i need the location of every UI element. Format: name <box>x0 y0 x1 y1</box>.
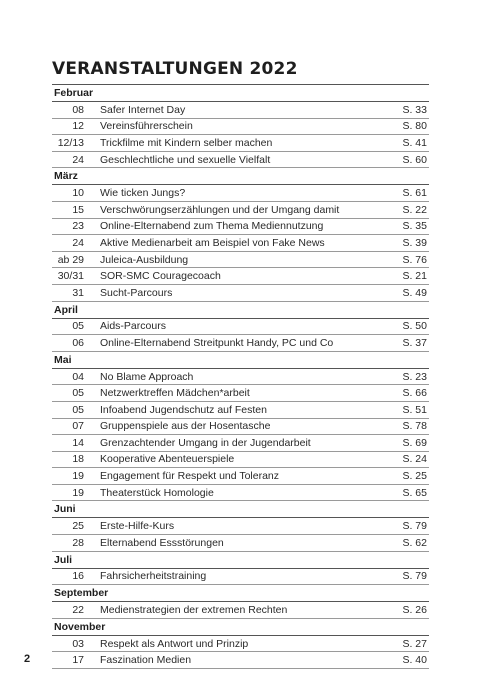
event-title: Netzwerktreffen Mädchen*arbeit <box>100 387 250 400</box>
event-row <box>52 185 429 202</box>
event-title: Aktive Medienarbeit am Beispiel von Fake News <box>100 236 325 249</box>
event-row <box>52 402 429 419</box>
event-page-ref: S. 21 <box>402 270 427 283</box>
event-row <box>52 419 429 436</box>
event-page-ref: S. 61 <box>402 187 427 200</box>
event-page-ref: S. 25 <box>402 470 427 483</box>
event-title: Juleica-Ausbildung <box>100 253 189 266</box>
event-title: SOR-SMC Couragecoach <box>100 270 221 283</box>
event-date: 28 <box>72 536 84 549</box>
event-date: 03 <box>72 637 84 650</box>
events-schedule <box>52 84 429 669</box>
event-page-ref: S. 76 <box>402 253 427 266</box>
event-title: Medienstrategien der extremen Rechten <box>100 604 288 617</box>
event-date: 22 <box>72 604 84 617</box>
event-page-ref: S. 40 <box>402 654 427 667</box>
event-title: Wie ticken Jungs? <box>100 187 186 200</box>
event-row <box>52 135 429 152</box>
event-title: No Blame Approach <box>100 370 194 383</box>
event-page-ref: S. 49 <box>402 286 427 299</box>
event-page-ref: S. 26 <box>402 604 427 617</box>
page-number: 2 <box>24 653 31 665</box>
event-date: 31 <box>72 286 84 299</box>
event-row <box>52 268 429 285</box>
event-row <box>52 319 429 336</box>
month-header: April <box>52 302 429 319</box>
event-page-ref: S. 78 <box>402 420 427 433</box>
event-date: 19 <box>72 470 84 483</box>
event-title: Engagement für Respekt und Toleranz <box>100 470 280 483</box>
event-date: 06 <box>72 336 84 349</box>
event-date: 16 <box>72 570 84 583</box>
event-title: Online-Elternabend Streitpunkt Handy, PC und Co <box>100 336 334 349</box>
event-page-ref: S. 35 <box>402 220 427 233</box>
event-row <box>52 119 429 136</box>
event-title: Gruppenspiele aus der Hosentasche <box>100 420 271 433</box>
event-row <box>52 636 429 653</box>
page-title: VERANSTALTUNGEN 2022 <box>52 59 298 80</box>
event-row <box>52 335 429 352</box>
event-row <box>52 602 429 619</box>
event-row <box>52 102 429 119</box>
event-title: Vereinsführerschein <box>100 120 193 133</box>
event-row <box>52 235 429 252</box>
event-page-ref: S. 51 <box>402 403 427 416</box>
event-title: Theaterstück Homologie <box>100 486 214 499</box>
event-page-ref: S. 62 <box>402 536 427 549</box>
event-row <box>52 518 429 535</box>
event-title: Faszination Medien <box>100 654 192 667</box>
event-title: Verschwörungserzählungen und der Umgang damit <box>100 203 340 216</box>
event-date: 18 <box>72 453 84 466</box>
event-title: Safer Internet Day <box>100 103 186 116</box>
event-page-ref: S. 60 <box>402 153 427 166</box>
event-row <box>52 485 429 502</box>
month-header: November <box>52 619 429 636</box>
event-row <box>52 369 429 386</box>
event-date: 30/31 <box>57 270 84 283</box>
event-page-ref: S. 24 <box>402 453 427 466</box>
event-title: Trickfilme mit Kindern selber machen <box>100 136 273 149</box>
event-row <box>52 152 429 169</box>
event-page-ref: S. 22 <box>402 203 427 216</box>
event-page-ref: S. 37 <box>402 336 427 349</box>
event-page-ref: S. 41 <box>402 136 427 149</box>
event-date: 25 <box>72 520 84 533</box>
event-date: 19 <box>72 486 84 499</box>
event-page-ref: S. 79 <box>402 520 427 533</box>
event-title: Erste-Hilfe-Kurs <box>100 520 175 533</box>
event-date: 04 <box>72 370 84 383</box>
event-row <box>52 535 429 552</box>
month-header: Mai <box>52 352 429 369</box>
event-date: 08 <box>72 103 84 116</box>
event-page-ref: S. 66 <box>402 387 427 400</box>
event-row <box>52 202 429 219</box>
event-date: ab 29 <box>57 253 84 266</box>
event-title: Sucht-Parcours <box>100 286 173 299</box>
event-date: 23 <box>72 220 84 233</box>
month-header: September <box>52 585 429 602</box>
event-title: Kooperative Abenteuerspiele <box>100 453 235 466</box>
event-row <box>52 285 429 302</box>
event-page-ref: S. 27 <box>402 637 427 650</box>
event-page-ref: S. 50 <box>402 320 427 333</box>
event-date: 17 <box>72 654 84 667</box>
event-date: 10 <box>72 187 84 200</box>
event-page-ref: S. 79 <box>402 570 427 583</box>
event-page-ref: S. 65 <box>402 486 427 499</box>
event-date: 05 <box>72 320 84 333</box>
event-date: 15 <box>72 203 84 216</box>
event-date: 05 <box>72 403 84 416</box>
event-date: 24 <box>72 153 84 166</box>
event-page-ref: S. 69 <box>402 436 427 449</box>
event-title: Infoabend Jugendschutz auf Festen <box>100 403 267 416</box>
event-row <box>52 652 429 669</box>
event-date: 14 <box>72 436 84 449</box>
month-header: Juni <box>52 501 429 518</box>
event-page-ref: S. 33 <box>402 103 427 116</box>
month-header: März <box>52 168 429 185</box>
event-row <box>52 219 429 236</box>
event-date: 05 <box>72 387 84 400</box>
event-date: 07 <box>72 420 84 433</box>
event-title: Grenzachtender Umgang in der Jugendarbeit <box>100 436 311 449</box>
event-date: 24 <box>72 236 84 249</box>
event-date: 12/13 <box>57 136 84 149</box>
event-page-ref: S. 39 <box>402 236 427 249</box>
event-row <box>52 569 429 586</box>
month-header: Februar <box>52 85 429 102</box>
event-page-ref: S. 80 <box>402 120 427 133</box>
event-page-ref: S. 23 <box>402 370 427 383</box>
event-title: Aids-Parcours <box>100 320 166 333</box>
event-title: Fahrsicherheitstraining <box>100 570 207 583</box>
event-title: Elternabend Essstörungen <box>100 536 224 549</box>
event-row <box>52 252 429 269</box>
event-row <box>52 435 429 452</box>
event-title: Respekt als Antwort und Prinzip <box>100 637 249 650</box>
event-row <box>52 385 429 402</box>
event-row <box>52 452 429 469</box>
event-title: Geschlechtliche und sexuelle Vielfalt <box>100 153 271 166</box>
month-header: Juli <box>52 552 429 569</box>
event-date: 12 <box>72 120 84 133</box>
event-title: Online-Elternabend zum Thema Mediennutzung <box>100 220 324 233</box>
event-row <box>52 468 429 485</box>
